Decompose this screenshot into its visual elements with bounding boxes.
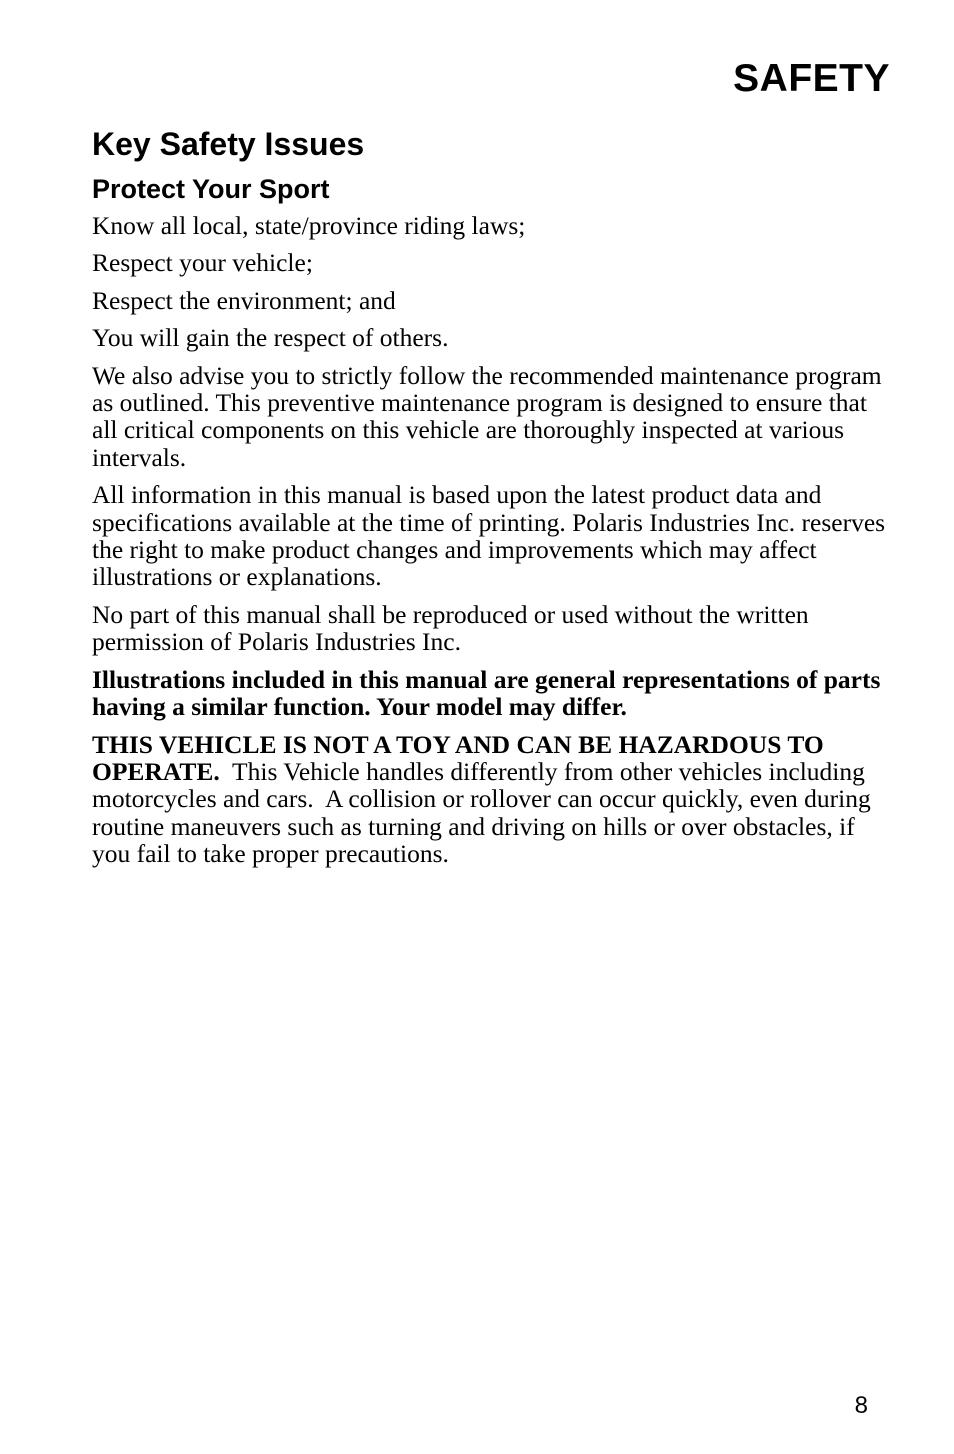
page-content (92, 124, 892, 878)
rule-line: Know all local, state/province riding laws; (92, 211, 526, 240)
information-paragraph: All information in this manual is based upon the latest product data and specifications available at the time of printing. Polaris Industries Inc. reserves the right to make product changes and improvements which may affect illustrations or explanations. (92, 480, 886, 592)
rule-line: Respect your vehicle; (92, 248, 313, 278)
page-heading: Key Safety Issues (92, 126, 365, 162)
rule-line: You will gain the respect of others. (92, 323, 449, 353)
maintenance-paragraph: We also advise you to strictly follow the recommended maintenance program as outlined. This preventive maintenance program is designed to ensure that all critical components on this vehicle are thoroughly inspected at various intervals. (92, 360, 882, 472)
section-title: SAFETY (733, 57, 890, 100)
page-subheading: Protect Your Sport (92, 174, 330, 204)
illustrations-note: Illustrations included in this manual are general representations of parts having a similar function. Your model may differ. (92, 664, 881, 722)
copyright-paragraph: No part of this manual shall be reproduced or used without the written permission of Polaris Industries Inc. (92, 599, 809, 657)
page-number: 8 (854, 1392, 868, 1419)
warning-emphasis: THIS VEHICLE IS NOT A TOY AND CAN BE HAZARDOUS TO OPERATE. (92, 729, 824, 786)
rule-line: Respect the environment; and (92, 285, 396, 315)
warning-paragraph (92, 731, 892, 868)
warning-text: This Vehicle handles differently from other vehicles including motorcycles and cars. A collision or rollover can occur quickly, even during routine maneuvers such as turning and driving on hills or over obstacles, if you fail to take proper precautions. (92, 756, 878, 869)
